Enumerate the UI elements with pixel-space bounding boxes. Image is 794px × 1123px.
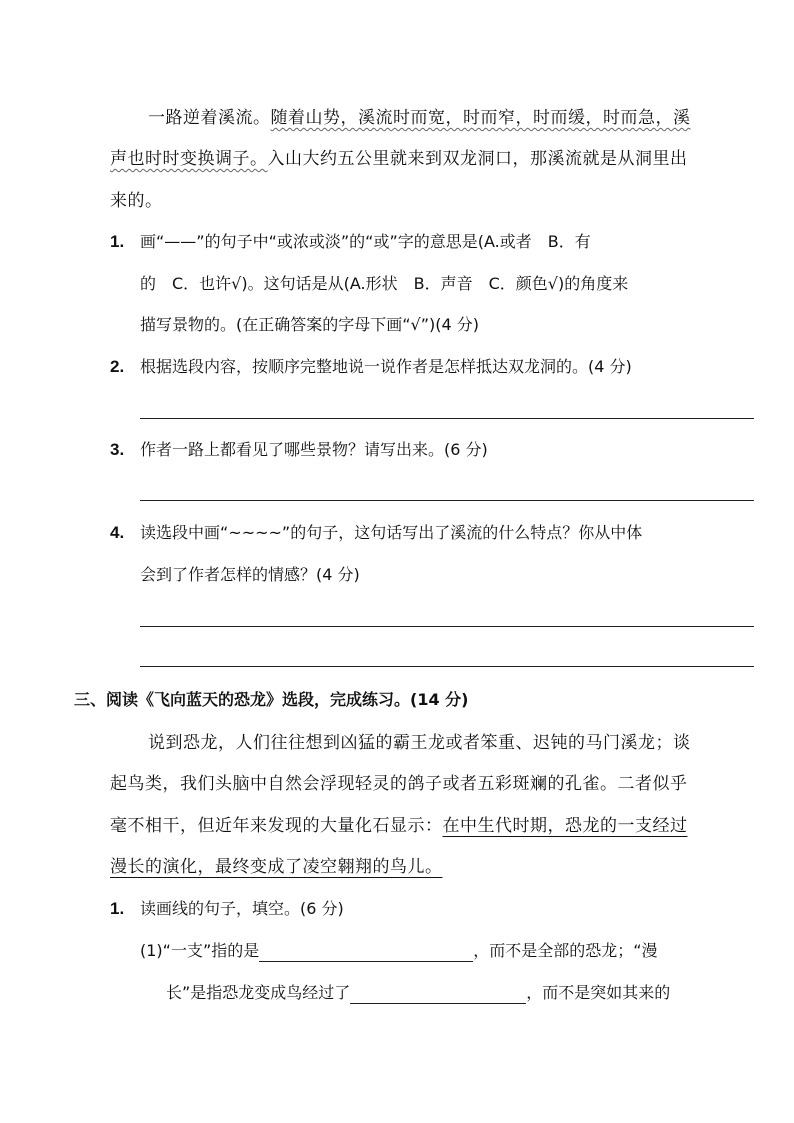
s3q1-blank-2[interactable]	[350, 985, 526, 1004]
s3q1-text: 读画线的句子，填空。(6 分)	[140, 899, 344, 918]
s3q1-number: 1.	[110, 899, 125, 918]
q2-text: 根据选段内容，按顺序完整地说一说作者是怎样抵达双龙洞的。(4 分)	[140, 357, 632, 376]
passage2-line4-underlined: 漫长的演化，最终变成了凌空翱翔的鸟儿。	[110, 857, 443, 877]
passage1-line2	[110, 148, 688, 170]
passage1-line1-wavy: 随着山势，溪流时而宽，时而窄，时而缓，时而急，溪	[270, 108, 691, 128]
s3q1-sub1-c: 长”是指恐龙变成鸟经过了	[166, 983, 351, 1002]
s3q1-sub1-label: (1)	[140, 941, 163, 960]
section3-heading: 三、阅读《飞向蓝天的恐龙》选段，完成练习。(14 分)	[74, 690, 469, 709]
passage2-line2: 起鸟类，我们头脑中自然会浮现轻灵的鸽子或者五彩斑斓的孔雀。二者似乎	[110, 774, 688, 794]
passage1-line2-wavy: 声也时时变换调子。	[110, 149, 268, 169]
q4-line2: 会到了作者怎样的情感？(4 分)	[140, 565, 360, 584]
q1-number: 1.	[110, 232, 125, 251]
passage2-line3	[110, 815, 688, 837]
q4-answer-line-1[interactable]	[140, 626, 754, 627]
s3q1-sub1-a: “一支”指的是	[162, 941, 260, 960]
s3q1-sub1-line1	[140, 940, 658, 962]
passage1-line1	[148, 107, 691, 129]
q3-text: 作者一路上都看见了哪些景物？请写出来。(6 分)	[140, 440, 488, 459]
q2-number: 2.	[110, 357, 125, 376]
s3q1-sub1-b: ，而不是全部的恐龙；“漫	[473, 941, 658, 960]
s3q1-blank-1[interactable]	[259, 943, 473, 962]
q1-line3: 描写景物的。(在正确答案的字母下画“√”)(4 分)	[140, 315, 480, 334]
passage2-line4	[110, 856, 443, 878]
passage2-line3-plain: 毫不相干，但近年来发现的大量化石显示：	[110, 816, 443, 836]
q3-answer-line[interactable]	[140, 500, 754, 501]
s3q1-sub1-d: ，而不是突如其来的	[526, 983, 671, 1002]
q3-number: 3.	[110, 440, 125, 459]
q4-line1: 读选段中画“~~~~”的句子，这句话写出了溪流的什么特点？你从中体	[140, 523, 643, 542]
passage1-line3: 来的。	[110, 191, 163, 211]
q4-answer-line-2[interactable]	[140, 666, 754, 667]
q1-line1: 画“——”的句子中“或浓或淡”的“或”字的意思是(A.或者 B．有	[140, 232, 591, 251]
q2-answer-line[interactable]	[140, 418, 754, 419]
q4-number: 4.	[110, 523, 125, 542]
passage2-line1: 说到恐龙，人们往往想到凶猛的霸王龙或者笨重、迟钝的马门溪龙；谈	[148, 733, 691, 753]
s3q1-sub1-line2	[166, 982, 670, 1004]
passage1-line2-plain: 入山大约五公里就来到双龙洞口，那溪流就是从洞里出	[267, 149, 688, 169]
passage1-line1-plain: 一路逆着溪流。	[148, 108, 271, 128]
q1-line2: 的 C．也许√)。这句话是从(A.形状 B．声音 C．颜色√)的角度来	[140, 274, 629, 293]
passage2-line3-underlined: 在中生代时期，恐龙的一支经过	[442, 816, 688, 836]
